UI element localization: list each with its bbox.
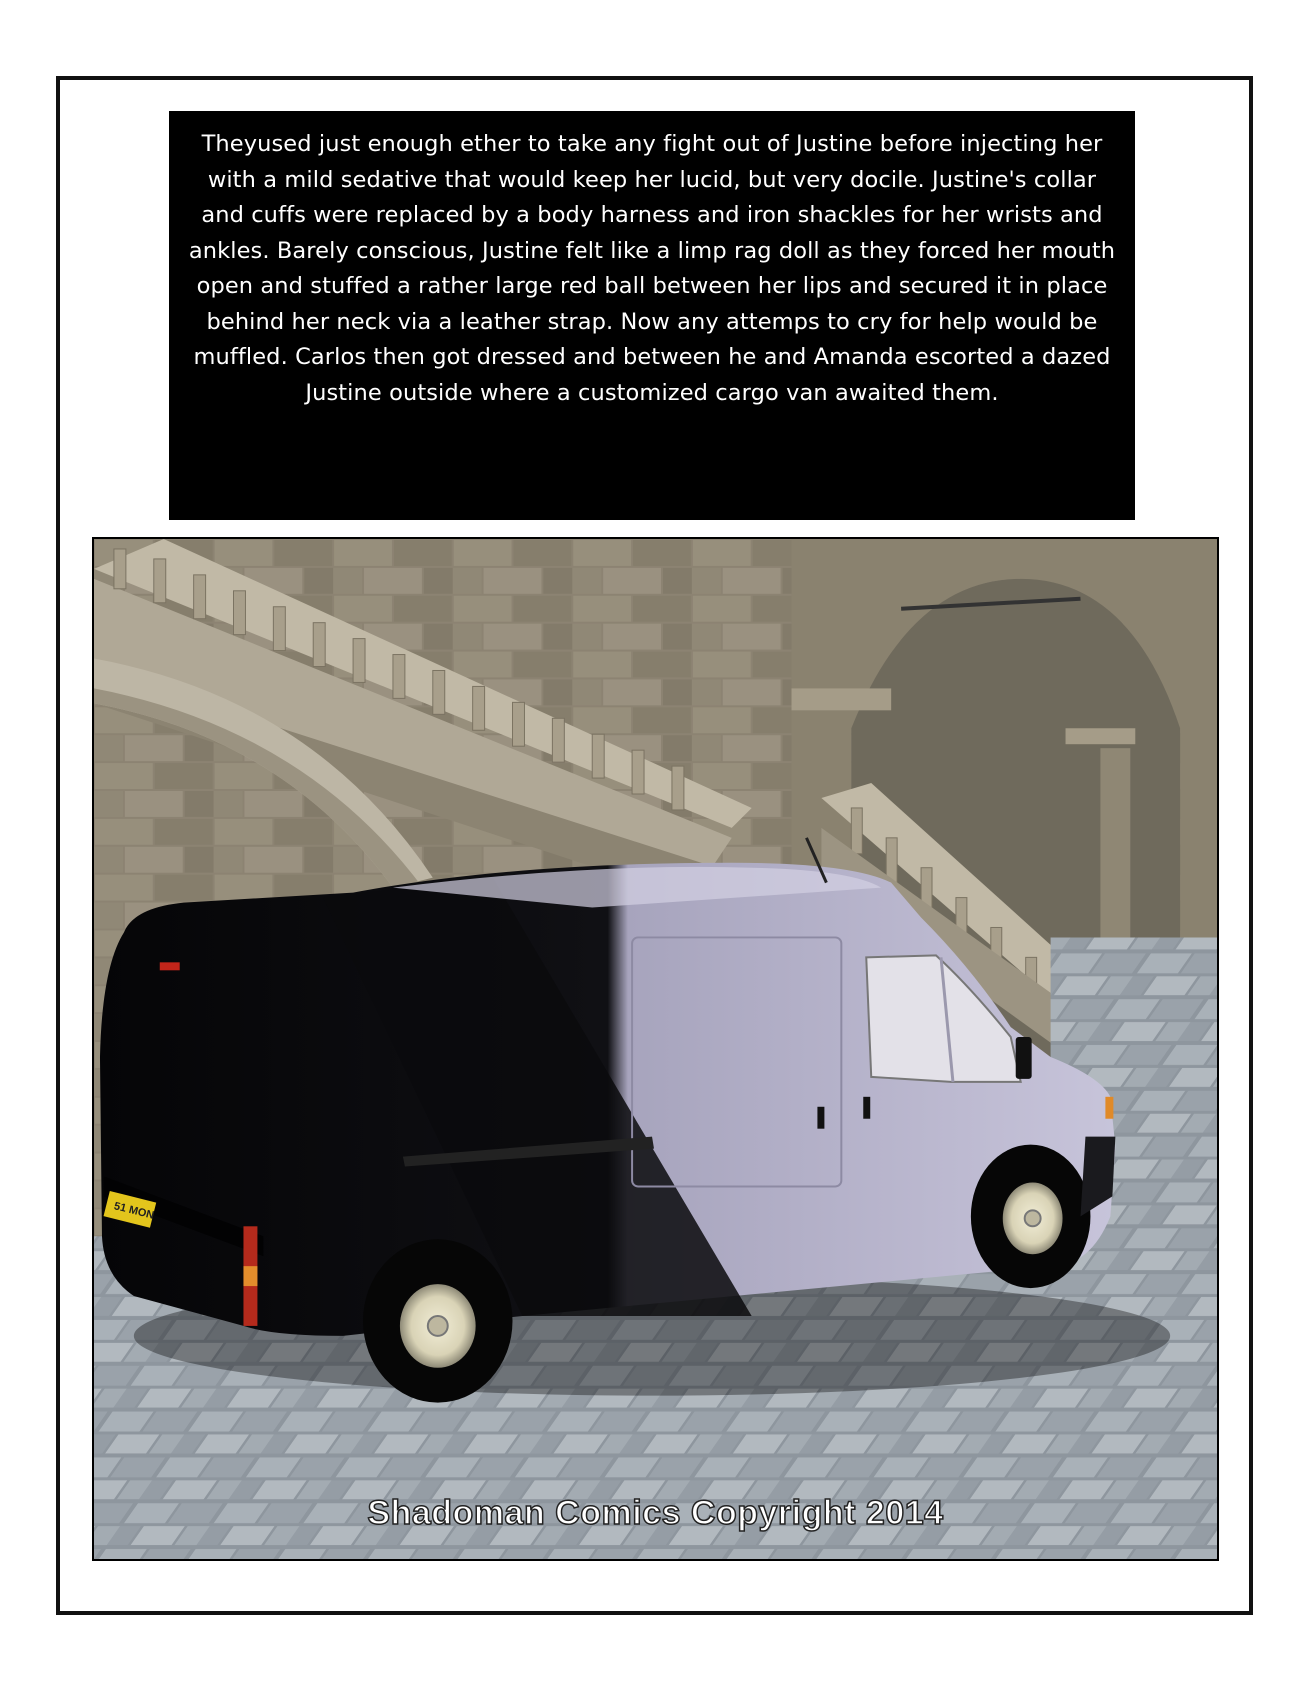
narration-caption-text: Theyused just enough ether to take any fight out of Justine before injecting her with a mild sedative that would keep her lucid, but very docile. Justine's collar and cuffs were replaced by a body harness and iron shackles for her wrists and ankles. Barely conscious, Justine felt like a limp rag doll as they forced her mouth open and stuffed a rather large red ball between her lips and secured it in place behind her neck via a leather strap. Now any attemps to cry for help would be muffled. Carlos then got dressed and between he and Amanda escorted a dazed Justine outside where a customized cargo van awaited them. bbox=[188, 131, 1116, 406]
van-scene-illustration bbox=[94, 539, 1217, 1559]
comic-panel-van-scene bbox=[92, 537, 1219, 1561]
comic-page-frame bbox=[56, 76, 1253, 1615]
copyright-watermark: Shadoman Comics Copyright 2014 bbox=[367, 1494, 944, 1532]
narration-caption-box bbox=[169, 111, 1135, 520]
license-plate-text: 51 MON bbox=[112, 1200, 156, 1222]
